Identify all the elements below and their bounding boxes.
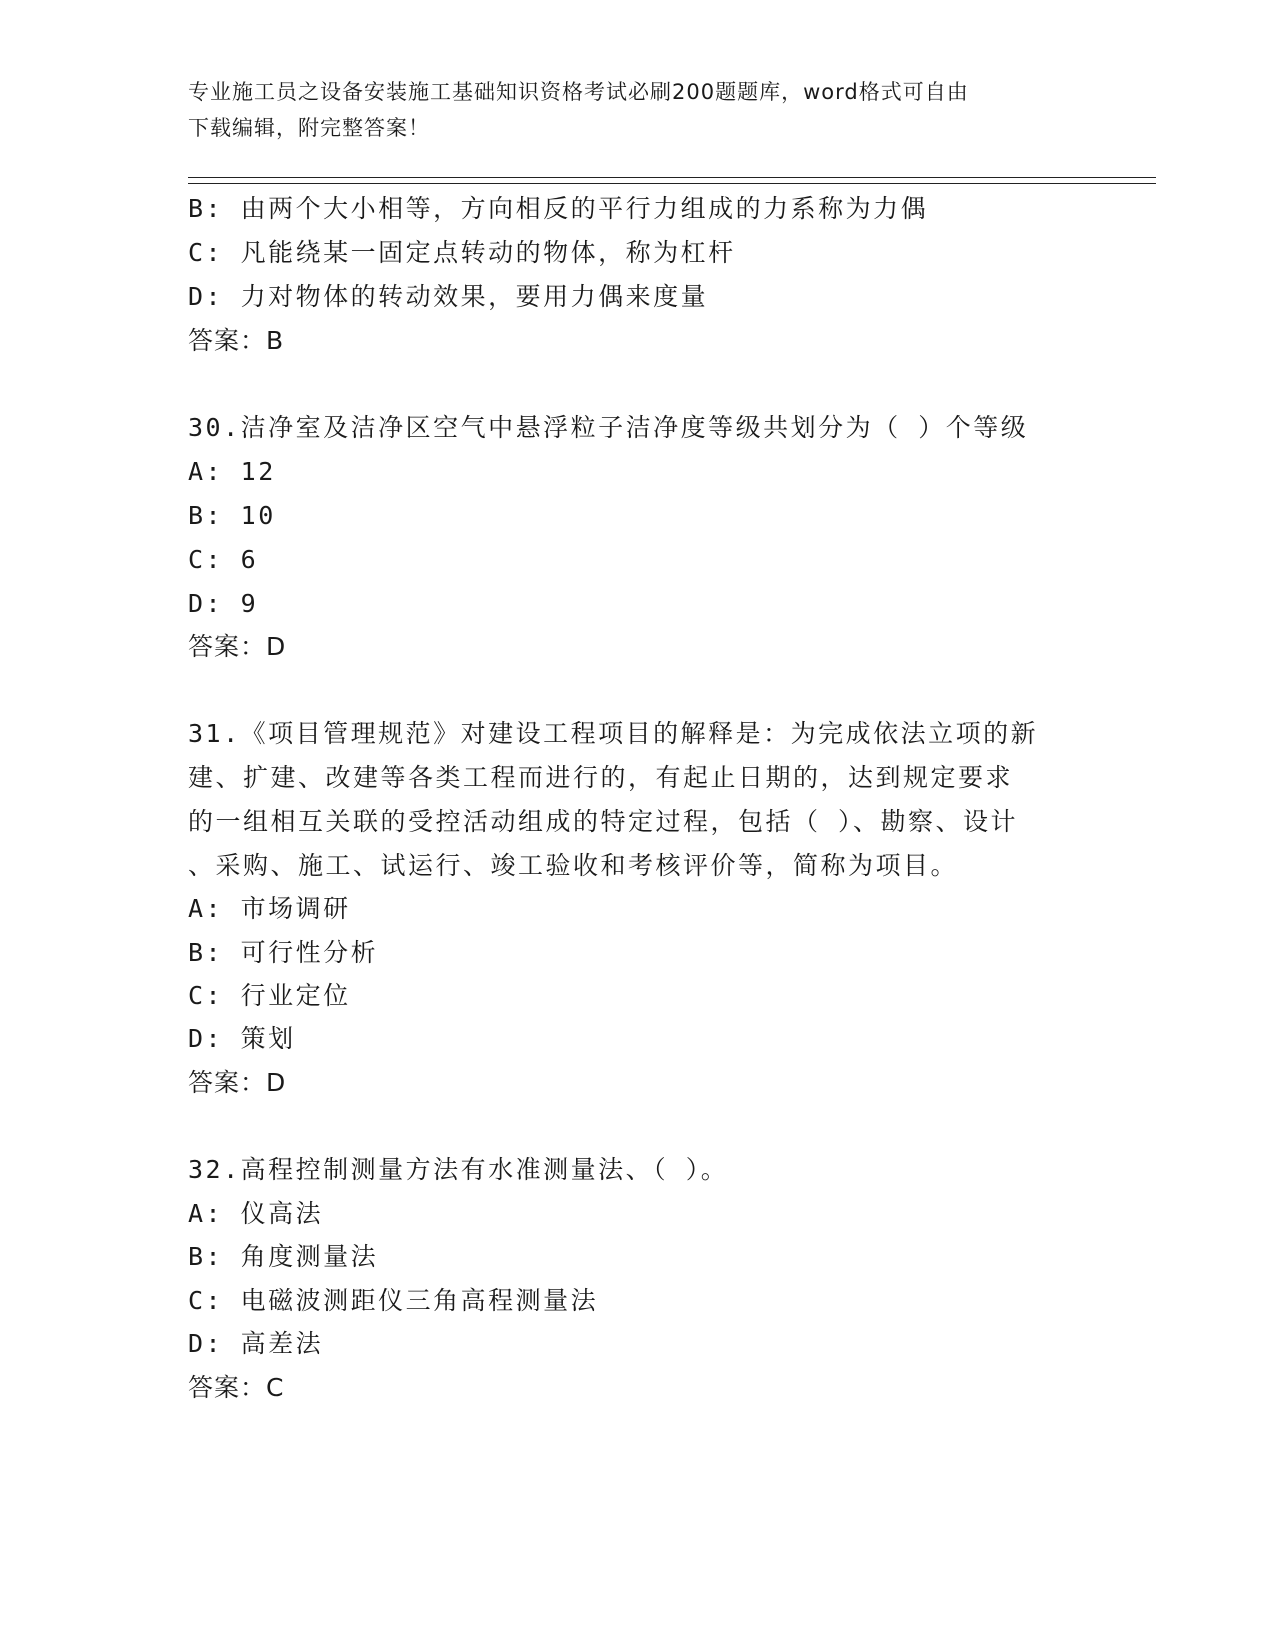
- q30-answer: 答案：D: [188, 632, 287, 661]
- q31-option-c: C: 行业定位: [188, 981, 351, 1010]
- q31-question-line-4: 、采购、施工、试运行、竣工验收和考核评价等，简称为项目。: [188, 851, 959, 880]
- q32-option-c: C: 电磁波测距仪三角高程测量法: [188, 1286, 599, 1315]
- q30-option-d: D: 9: [188, 589, 259, 618]
- q29-answer: 答案：B: [188, 326, 285, 355]
- q31-option-a: A: 市场调研: [188, 894, 351, 923]
- header-divider-top: [188, 177, 1156, 178]
- q31-option-b: B: 可行性分析: [188, 938, 379, 967]
- q31-option-d: D: 策划: [188, 1024, 296, 1053]
- q30-option-b: B: 10: [188, 501, 276, 530]
- q31-answer: 答案：D: [188, 1068, 287, 1097]
- q32-answer: 答案：C: [188, 1373, 285, 1402]
- q30-question: 30.洁净室及洁净区空气中悬浮粒子洁净度等级共划分为（ ）个等级: [188, 413, 1029, 442]
- header-divider-bottom: [188, 183, 1156, 184]
- q30-option-c: C: 6: [188, 545, 259, 574]
- q32-option-b: B: 角度测量法: [188, 1242, 379, 1271]
- header-title-line-1: 专业施工员之设备安装施工基础知识资格考试必刷200题题库，word格式可自由: [188, 80, 969, 104]
- q32-option-d: D: 高差法: [188, 1329, 324, 1358]
- q31-question-line-2: 建、扩建、改建等各类工程而进行的，有起止日期的，达到规定要求: [188, 763, 1014, 792]
- q29-option-d: D: 力对物体的转动效果，要用力偶来度量: [188, 282, 709, 311]
- q31-question-line-1: 31.《项目管理规范》对建设工程项目的解释是：为完成依法立项的新: [188, 719, 1039, 748]
- q30-option-a: A: 12: [188, 457, 276, 486]
- q29-option-c: C: 凡能绕某一固定点转动的物体，称为杠杆: [188, 238, 736, 267]
- document-header: [188, 74, 1088, 146]
- q29-option-b: B: 由两个大小相等，方向相反的平行力组成的力系称为力偶: [188, 194, 929, 223]
- header-title-line-2: 下载编辑，附完整答案！: [188, 116, 430, 140]
- q32-question: 32.高程控制测量方法有水准测量法、（ ）。: [188, 1155, 729, 1184]
- q32-option-a: A: 仪高法: [188, 1199, 324, 1228]
- q31-question-line-3: 的一组相互关联的受控活动组成的特定过程，包括（ ）、勘察、设计: [188, 807, 1019, 836]
